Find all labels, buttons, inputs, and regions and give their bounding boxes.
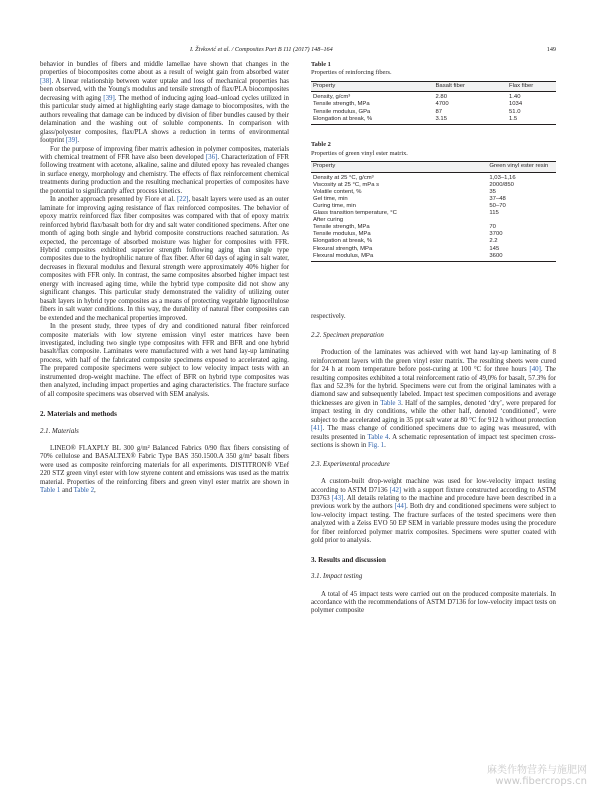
- table-link[interactable]: Table 4: [367, 433, 389, 441]
- table-label: Table 2: [311, 141, 331, 149]
- paragraph: LINEO® FLAXPLY BL 300 g/m² Balanced Fabrics 0/90 flax fibers consisting of 70% cellulose and BASALTEX® Fabric Type BAS 350.1500.A 350 g/m² basalt fibers were used as composite reinforcing materials for all experiments. DISTITRON® VEef 220 STZ green vinyl ester with low styrene content and emissions was used as the matrix material. Properties of the reinforcing fibers and green vinyl ester matrix are shown in Table 1 and Table 2,: [40, 445, 289, 495]
- subsection-heading: 2.1. Materials: [40, 427, 79, 435]
- paragraph: A custom-built drop-weight machine was used for low-velocity impact testing according to ASTM D7136 [42] with a support fixture constructed according to ASTM D3763 [43]. All details relating to the machine and procedure have been described in a previous work by the authors [44]. Both dry and conditioned specimens were subject to low-velocity impact testing. The fracture surfaces of the tested specimens were then analyzed with a Zeiss EVO 50 EP SEM in variable pressure modes using the procedure for fiber reinforced polymer matrix composites. Specimens were sputter coated with gold prior to analysis.: [311, 478, 556, 545]
- table-row: Glass transition temperature, °C 115: [313, 210, 499, 217]
- citation-link[interactable]: [36]: [205, 153, 218, 161]
- table-row: Gel time, min 37–48: [313, 195, 506, 202]
- table-row: Elongation at break, % 3.15 1.5: [311, 116, 556, 125]
- table-row: Tensile strength, MPa 70: [313, 224, 496, 231]
- subsection-heading: 2.3. Experimental procedure: [311, 460, 390, 468]
- table-row: Volatile content, % 35: [313, 188, 496, 195]
- table-row: Curing time, min 50–70: [313, 203, 506, 209]
- column-header: Property: [311, 162, 487, 172]
- table-row: Tensile modulus, GPa 87 51.0: [313, 108, 521, 115]
- citation-link[interactable]: [22]: [176, 196, 189, 204]
- citation-link[interactable]: [39]: [103, 94, 115, 102]
- column-header: Flax fiber: [507, 81, 556, 91]
- paragraph: For the purpose of improving fiber matrix adhesion in polymer composites, materials with chemical treatment of FFR have also been developed [36]. Characterization of FFR following treatment with acetone, alkaline, saline and diluted epoxy has revealed changes in surface energy, morphology and chemistry. The effects of flax reinforcement chemical treatments during production and the resulting mechanical properties of composites have the potential to significantly affect process kinetics.: [40, 145, 290, 195]
- paragraph: In the present study, three types of dry and conditioned natural fiber reinforced composite materials with low styrene emission vinyl ester matrices have been investigated, including two single type composites with FFR and BFR and one hybrid basalt/flax composite. Laminates were manufactured with a wet hand lay-up laminating process, with half of the fabricated composite specimens exposed to accelerated aging. The prepared composite specimens were subject to low velocity impact tests with an instrumented drop-weight machine. The effect of BFR on hybrid type composites was then analyzed, including impact properties and aging characteristics. The fracture surface of all composite specimens was observed with SEM analysis.: [40, 323, 289, 398]
- table-2: [311, 141, 556, 262]
- paragraph: In another approach presented by Fiore et al. [22], basalt layers were used as an outer laminate for improving aging resistance of flax reinforced composites. The behavior of epoxy matrix reinforced flax fiber composites was compared with that of epoxy matrix reinforced hybrid flax/basalt both for dry and salt water conditioned specimens. After one month of aging both single and hybrid composite constructions reached saturation. As expected, the percentage of absorbed moisture was higher for composites with FFR. Hybrid composites exhibited superior strength following aging than single type composites due to the hydrophilic nature of flax fiber. After 60 days of aging in salt water, decreases in flexural modulus and flexural strength were approximately 40% higher for composites with FFR only. In contrast, the same composites absorbed higher impact test energy with increased aging time, while the hybrid type composite did not show any significant changes. This particular study demonstrated the validity of utilizing outer basalt layers in hybrid type composites as a means of protecting vegetable lignocellulose fibers in salt water conditions. In this way, the durability of natural fiber composites can be extended and the mechanical properties improved.: [40, 196, 289, 322]
- citation-link[interactable]: [43]: [331, 494, 344, 502]
- journal-citation: I. Živković et al. / Composites Part B 111 (2017) 148–164: [190, 46, 333, 53]
- page-number: 149: [546, 46, 556, 53]
- citation-link[interactable]: [44]: [394, 503, 407, 511]
- table-row: Density, g/cm³ 2.80 1.40: [313, 94, 521, 101]
- table-row: Flexural modulus, MPa 3600: [311, 253, 556, 262]
- paragraph: Production of the laminates was achieved with wet hand lay-up laminating of 8 reinforcement layers with the green vinyl ester matrix. The resulting sheets were cured for 24 h at room temperature before post-curing at 100 °C for three hours [40]. The resulting composites exhibited a total reinforcement ratio of 49,0% for basalt, 57.3% for flax and 52.3% for the hybrid. Specimens were cut from the original laminates with a diamond saw and subsequently labeled. Impact test specimen compositions and average thicknesses are given in Table 3. Half of the samples, denoted ‘dry’, were prepared for impact testing in dry conditions, while the other half, denoted ‘conditioned’, were subject to the accelerated aging in 35 ppt salt water at 80 °C for 912 h without protection [41]. The mass change of conditioned specimens due to aging was measured, with results presented in Table 4. A schematic representation of impact test specimen cross-sections is shown in Fig. 1.: [311, 349, 557, 450]
- table-link[interactable]: Table 3: [380, 399, 402, 407]
- table-row: Elongation at break, % 2.2: [313, 238, 498, 245]
- table-link[interactable]: Table 1: [40, 487, 61, 495]
- watermark: 麻类作物营养与施肥网 www.fibercrops.cn: [487, 765, 587, 787]
- paragraph: behavior in bundles of fibers and middle lamellae have shown that changes in the properties of biocomposites come about as a result of weight gain from absorbed water [38]. A linear relationship between water uptake and loss of mechanical properties has been observed, with the Young's modulus and tensile strength of flax/PLA biocomposites decreasing with aging [39]. The method of inducing aging load–unload cycles utilized in this particular study aimed at highlighting early stage damage to biocomposites, with the authors revealing that damage can be induced by division of fiber bundles caused by their delamination and the washing out of soluble components. In comparison with glass/polyester composites, flax/PLA shows a reduction in terms of environmental footprint [39].: [40, 61, 289, 145]
- table-row: Flexural strength, MPa 145: [313, 245, 500, 252]
- table-label: Table 1: [311, 61, 331, 68]
- citation-link[interactable]: [39]: [65, 137, 78, 145]
- table-row: Tensile modulus, MPa 3700: [313, 231, 503, 238]
- paragraph: respectively.: [311, 313, 346, 321]
- left-column: [40, 61, 289, 496]
- citation-link[interactable]: [38]: [40, 77, 52, 85]
- table-row: Density at 25 °C, g/cm³ 1,03–1,16: [313, 174, 516, 181]
- table-1: [311, 61, 556, 125]
- table-caption: Properties of green vinyl ester matrix.: [311, 149, 408, 157]
- table-row: After curing: [313, 217, 344, 224]
- right-column: [311, 61, 556, 616]
- paragraph: A total of 45 impact tests were carried out on the produced composite materials. In accordance with the recommendations of ASTM D7136 for low-velocity impact tests on polymer composite: [311, 590, 556, 615]
- subsection-heading: 2.2. Specimen preparation: [311, 331, 384, 339]
- column-header: Property: [311, 81, 434, 91]
- column-header: Basalt fiber: [434, 81, 508, 91]
- table-link[interactable]: Table 2: [73, 487, 95, 495]
- section-heading: 2. Materials and methods: [40, 410, 117, 419]
- subsection-heading: 3.1. Impact testing: [311, 573, 363, 581]
- table-row: Tensile strength, MPa 4700 1034: [313, 101, 523, 108]
- section-heading: 3. Results and discussion: [311, 555, 386, 564]
- citation-link[interactable]: [42]: [389, 486, 402, 494]
- citation-link[interactable]: [40]: [529, 366, 541, 374]
- figure-link[interactable]: Fig. 1: [368, 442, 385, 450]
- column-header: Green vinyl ester resin: [487, 162, 556, 172]
- citation-link[interactable]: [41]: [311, 425, 323, 433]
- table-row: Viscosity at 25 °C, mPa s 2000/850: [313, 181, 514, 188]
- table-caption: Properties of reinforcing fibers.: [311, 69, 392, 77]
